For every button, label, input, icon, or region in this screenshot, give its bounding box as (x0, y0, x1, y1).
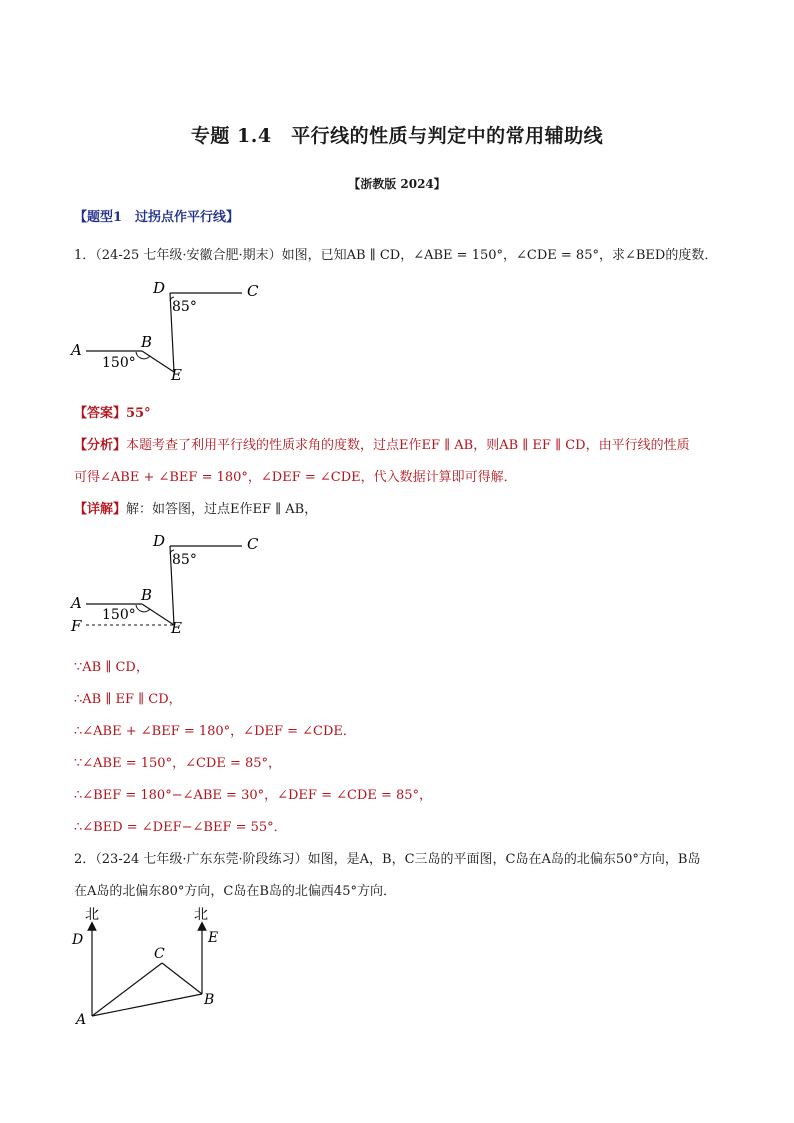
label-e: E (171, 366, 182, 384)
label-c: C (154, 946, 165, 962)
angle-b-label: 150° (102, 607, 136, 623)
label-c: C (247, 282, 259, 300)
analysis-line-2 (74, 466, 517, 485)
step-2: ∴AB ∥ EF ∥ CD， (74, 692, 182, 707)
label-e: E (171, 619, 182, 637)
label-b: B (141, 333, 153, 351)
label-a: A (76, 1012, 87, 1028)
label-d: D (153, 279, 166, 297)
section-heading: 【题型1 过拐点作平行线】 (74, 210, 240, 225)
label-f: F (71, 617, 82, 635)
angle-d-label: 85° (172, 552, 197, 568)
detail-label: 【详解】 (74, 502, 127, 517)
line-ab (92, 994, 202, 1016)
question-2-line-2: 在A岛的北偏东80°方向，C岛在B岛的北偏西45°方向． (74, 884, 396, 899)
label-d: D (72, 932, 84, 948)
step-6: ∴∠BED = ∠DEF−∠BEF = 55°． (74, 820, 287, 835)
page-title: 专题 1.4 平行线的性质与判定中的常用辅助线 (190, 125, 604, 147)
line-be (142, 604, 174, 625)
answer-value: 55° (126, 406, 151, 421)
north-label-1: 北 (85, 907, 99, 923)
step-3: ∴∠ABE + ∠BEF = 180°，∠DEF = ∠CDE． (74, 724, 356, 739)
edition-label: 【浙教版 2024】 (348, 177, 446, 191)
analysis-text-2: 可得∠ABE + ∠BEF = 180°，∠DEF = ∠CDE，代入数据计算即可得解． (74, 470, 517, 485)
detail-intro: 解：如答图，过点E作EF ∥ AB， (126, 502, 318, 517)
figure-3 (66, 900, 246, 1028)
label-b: B (204, 992, 215, 1008)
label-a: A (71, 341, 82, 359)
answer-line (74, 402, 151, 421)
figure-1 (66, 272, 266, 387)
answer-label: 【答案】 (74, 406, 127, 421)
line-cb (162, 963, 202, 994)
step-4: ∵∠ABE = 150°，∠CDE = 85°， (74, 756, 282, 771)
figure-2 (66, 525, 266, 640)
angle-b-label: 150° (102, 355, 136, 371)
analysis-line-1 (74, 434, 690, 453)
label-a: A (71, 594, 82, 612)
label-c: C (247, 535, 259, 553)
line-be (142, 351, 174, 372)
label-e: E (208, 930, 219, 946)
question-1-text: 1．（24-25 七年级·安徽合肥·期末）如图，已知AB ∥ CD，∠ABE = 150°，∠CDE = 85°，求∠BED的度数． (74, 248, 718, 263)
detail-line (74, 498, 317, 517)
analysis-text-1: 本题考查了利用平行线的性质求角的度数，过点E作EF ∥ AB，则AB ∥ EF ∥ CD，由平行线的性质 (126, 438, 690, 453)
north-label-2: 北 (194, 907, 208, 923)
analysis-label: 【分析】 (74, 438, 127, 453)
label-d: D (153, 532, 166, 550)
label-b: B (141, 586, 153, 604)
angle-d-label: 85° (172, 299, 197, 315)
step-5: ∴∠BEF = 180°−∠ABE = 30°，∠DEF = ∠CDE = 85°， (74, 788, 433, 803)
question-2-line-1: 2．（23-24 七年级·广东东莞·阶段练习）如图，是A，B，C三岛的平面图，C岛在A岛的北偏东50°方向，B岛 (74, 852, 701, 867)
step-1: ∵AB ∥ CD， (74, 660, 149, 675)
line-ac (92, 963, 162, 1016)
